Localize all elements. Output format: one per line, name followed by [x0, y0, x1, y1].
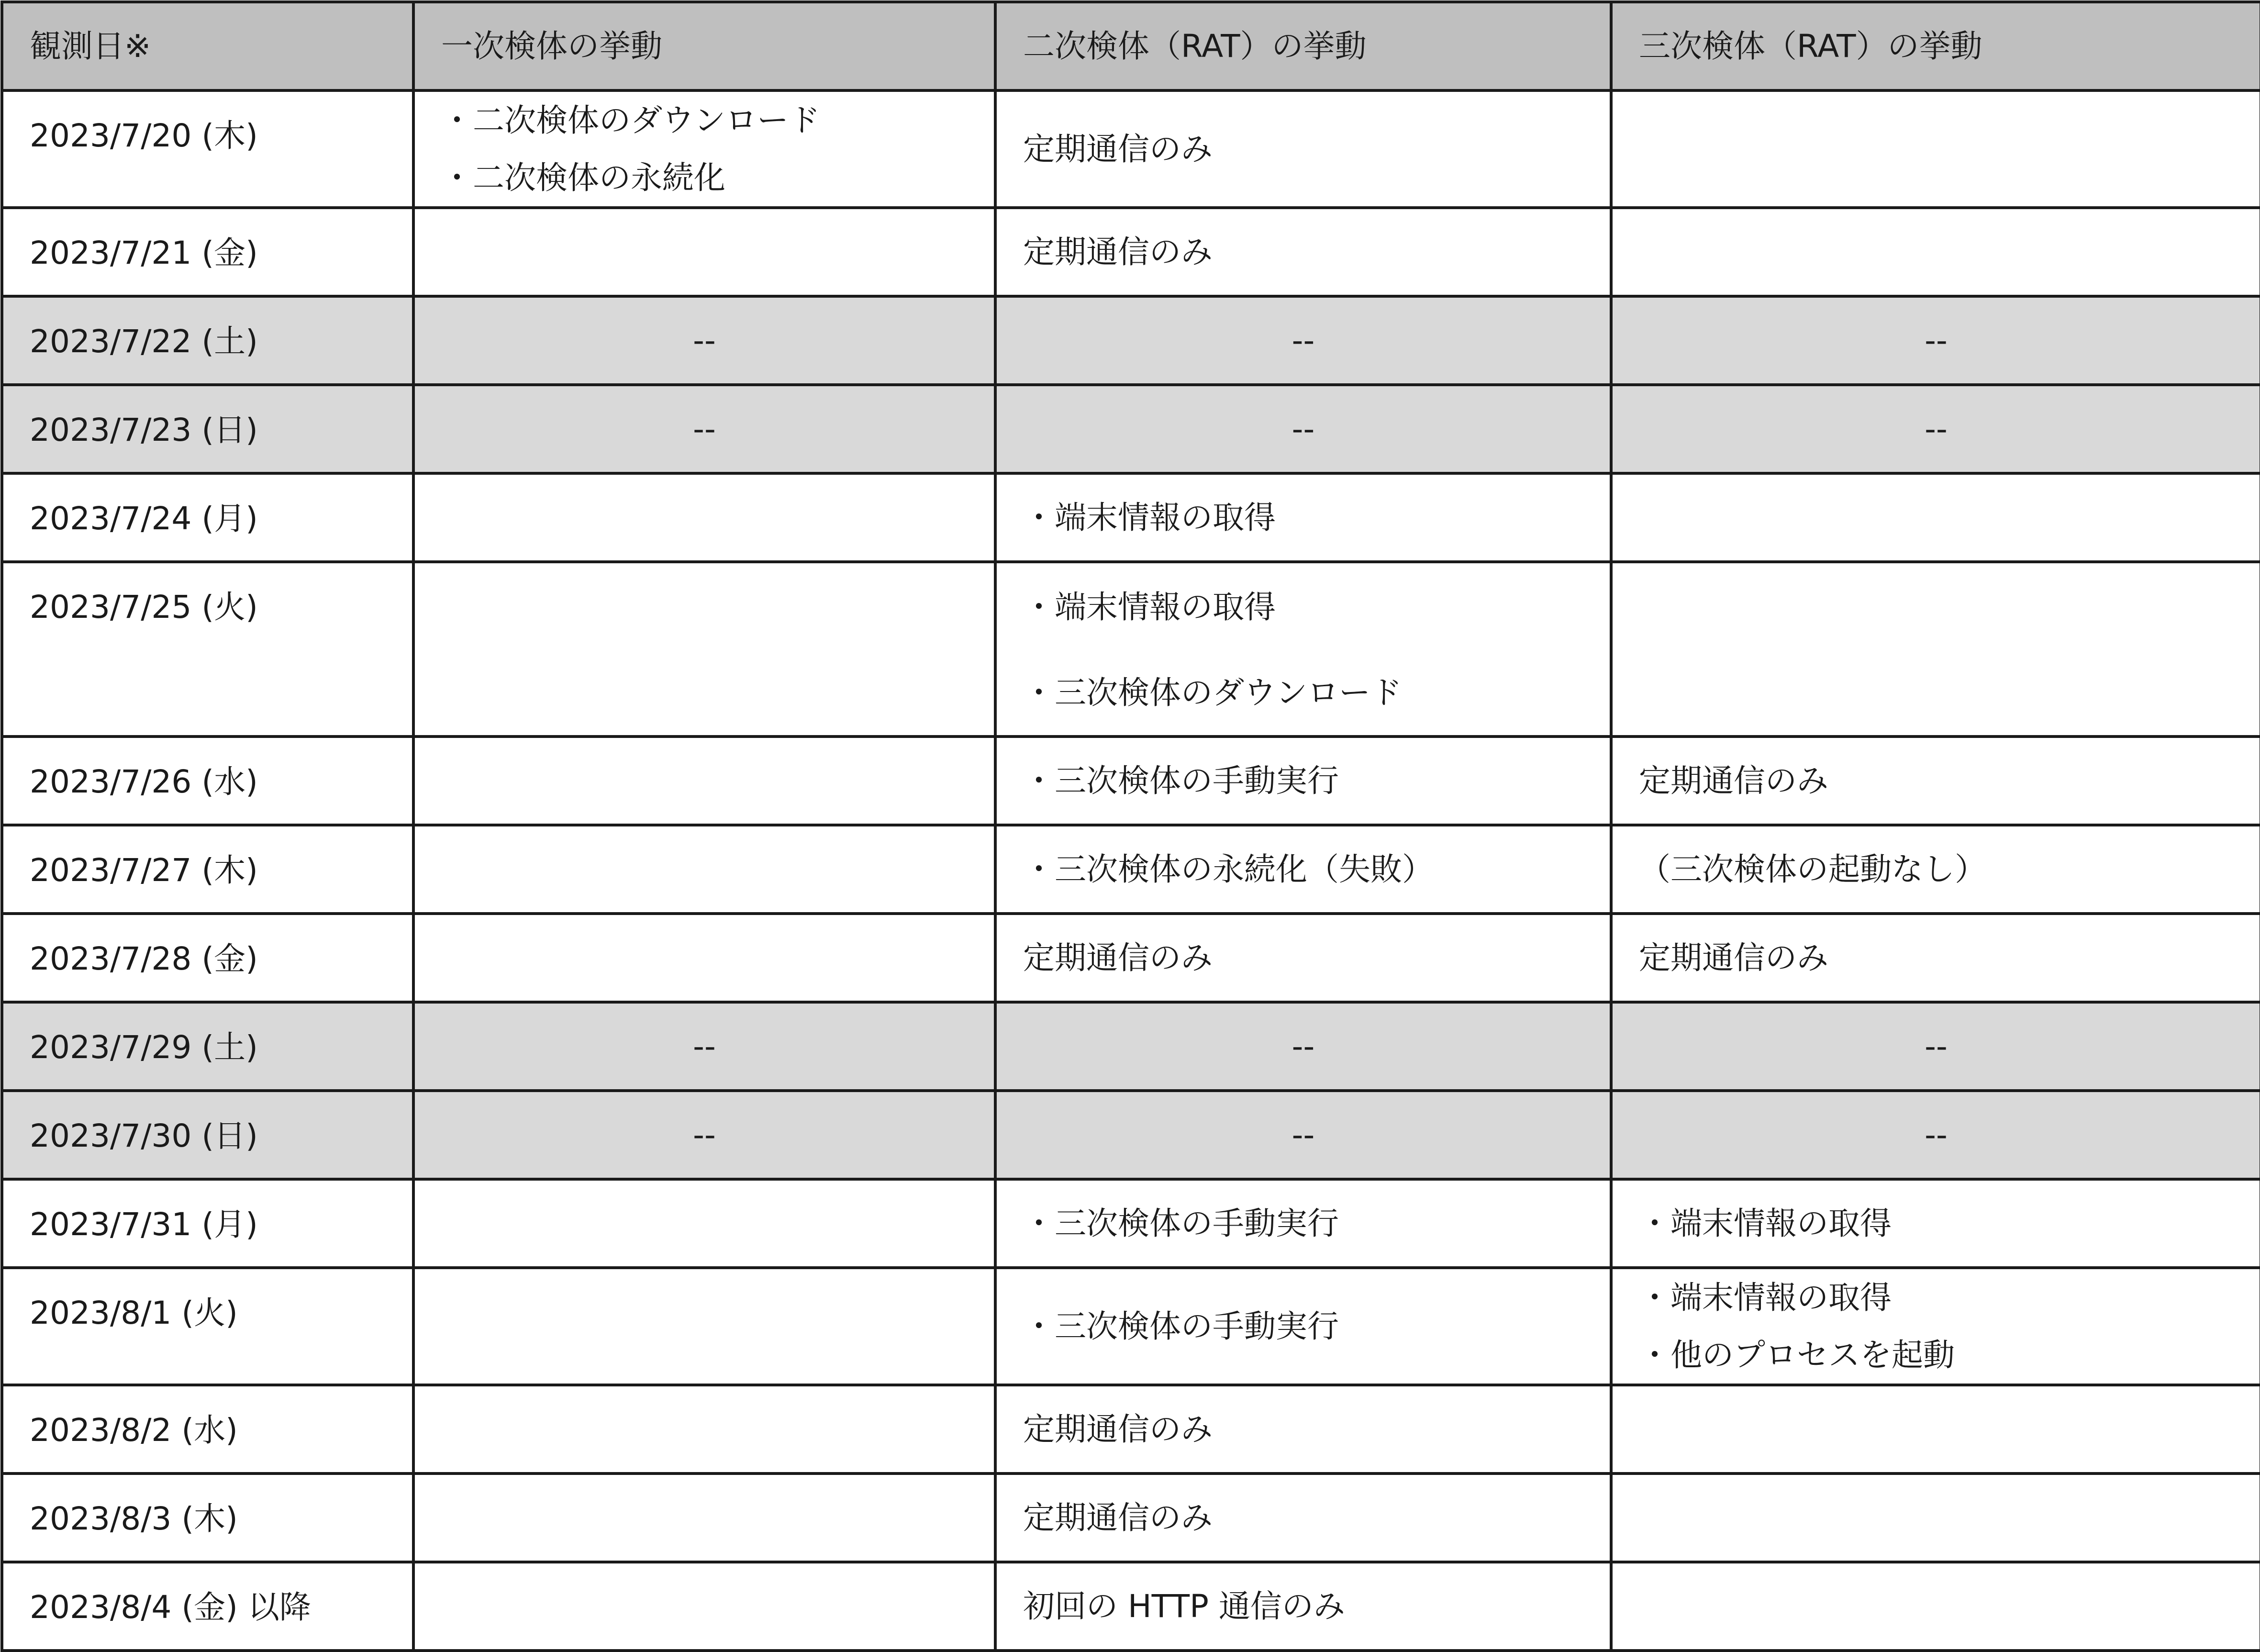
cell-primary-behavior	[413, 825, 995, 914]
cell-tertiary-behavior	[1611, 90, 2260, 208]
cell-observation-date: 2023/8/2 (水)	[2, 1385, 413, 1473]
cell-primary-behavior	[413, 1562, 995, 1651]
cell-primary-behavior	[413, 385, 995, 473]
cell-observation-date: 2023/7/22 (土)	[2, 296, 413, 385]
cell-secondary-behavior	[995, 1091, 1611, 1179]
cell-text-line: --	[693, 410, 716, 447]
cell-observation-date: 2023/7/26 (水)	[2, 737, 413, 825]
cell-primary-behavior	[413, 562, 995, 737]
cell-text-line: 定期通信のみ	[1023, 1410, 1213, 1448]
cell-text-line: --	[693, 1116, 716, 1153]
cell-observation-date: 2023/7/30 (日)	[2, 1091, 413, 1179]
cell-observation-date: 2023/7/25 (火)	[2, 562, 413, 737]
cell-secondary-behavior	[995, 1473, 1611, 1562]
cell-observation-date: 2023/8/1 (火)	[2, 1268, 413, 1385]
cell-tertiary-behavior	[1611, 737, 2260, 825]
cell-tertiary-behavior	[1611, 1385, 2260, 1473]
cell-primary-behavior	[413, 1002, 995, 1091]
cell-tertiary-behavior	[1611, 1179, 2260, 1268]
cell-secondary-behavior	[995, 1002, 1611, 1091]
table-row	[2, 90, 2260, 208]
header-tertiary-sample-rat: 三次検体（RAT）の挙動	[1611, 2, 2260, 90]
cell-text-line: --	[693, 322, 716, 359]
cell-tertiary-behavior	[1611, 385, 2260, 473]
cell-primary-behavior	[413, 1268, 995, 1385]
cell-text-line: ・二次検体の永続化	[441, 159, 725, 196]
table-row	[2, 473, 2260, 562]
cell-tertiary-behavior	[1611, 1562, 2260, 1651]
cell-secondary-behavior	[995, 296, 1611, 385]
cell-text-line: 定期通信のみ	[1639, 939, 1828, 976]
cell-primary-behavior	[413, 473, 995, 562]
table-row	[2, 1385, 2260, 1473]
cell-primary-behavior	[413, 90, 995, 208]
header-primary-sample: 一次検体の挙動	[413, 2, 995, 90]
cell-tertiary-behavior	[1611, 1091, 2260, 1179]
table-row	[2, 1091, 2260, 1179]
cell-secondary-behavior	[995, 737, 1611, 825]
cell-secondary-behavior	[995, 208, 1611, 296]
cell-text-line: ・他のプロセスを起動	[1639, 1336, 1955, 1373]
cell-text-line: ・三次検体の永続化（失敗）	[1023, 850, 1434, 888]
table-row	[2, 385, 2260, 473]
cell-text-line: --	[1925, 1027, 1948, 1065]
cell-observation-date: 2023/7/23 (日)	[2, 385, 413, 473]
cell-text-line: --	[1291, 1116, 1315, 1153]
cell-tertiary-behavior	[1611, 1473, 2260, 1562]
cell-secondary-behavior	[995, 473, 1611, 562]
cell-text-line: --	[1291, 322, 1315, 359]
table-row	[2, 1179, 2260, 1268]
cell-observation-date: 2023/7/29 (土)	[2, 1002, 413, 1091]
cell-tertiary-behavior	[1611, 562, 2260, 737]
table-row	[2, 1002, 2260, 1091]
cell-text-line: 定期通信のみ	[1023, 130, 1213, 167]
cell-tertiary-behavior	[1611, 296, 2260, 385]
cell-text-line: 定期通信のみ	[1023, 939, 1213, 976]
header-observation-date: 観測日※	[2, 2, 413, 90]
cell-text-line: ・三次検体の手動実行	[1023, 1307, 1339, 1345]
cell-tertiary-behavior	[1611, 473, 2260, 562]
cell-text-line: ・二次検体のダウンロード	[441, 102, 820, 139]
cell-observation-date: 2023/7/31 (月)	[2, 1179, 413, 1268]
cell-tertiary-behavior	[1611, 914, 2260, 1002]
table-row	[2, 914, 2260, 1002]
cell-secondary-behavior	[995, 914, 1611, 1002]
table-header-row	[2, 2, 2260, 90]
cell-text-line: ・三次検体のダウンロード	[1023, 674, 1402, 712]
cell-tertiary-behavior	[1611, 1268, 2260, 1385]
cell-secondary-behavior	[995, 1179, 1611, 1268]
cell-primary-behavior	[413, 914, 995, 1002]
cell-text-line: --	[1291, 410, 1315, 447]
cell-secondary-behavior	[995, 562, 1611, 737]
cell-text-line: --	[1925, 1116, 1948, 1153]
cell-text-line: 定期通信のみ	[1023, 1499, 1213, 1536]
cell-primary-behavior	[413, 208, 995, 296]
cell-observation-date: 2023/7/28 (金)	[2, 914, 413, 1002]
table-row	[2, 1268, 2260, 1385]
cell-text-line: 初回の HTTP 通信のみ	[1023, 1587, 1345, 1625]
cell-observation-date: 2023/7/20 (木)	[2, 90, 413, 208]
cell-tertiary-behavior	[1611, 208, 2260, 296]
cell-text-line: --	[1291, 1027, 1315, 1065]
cell-text-line: ・三次検体の手動実行	[1023, 1205, 1339, 1242]
cell-primary-behavior	[413, 296, 995, 385]
table-row	[2, 825, 2260, 914]
cell-text-line: --	[1925, 410, 1948, 447]
cell-secondary-behavior	[995, 90, 1611, 208]
cell-primary-behavior	[413, 1385, 995, 1473]
cell-secondary-behavior	[995, 1385, 1611, 1473]
cell-text-line: ・端末情報の取得	[1639, 1205, 1892, 1242]
cell-observation-date: 2023/7/21 (金)	[2, 208, 413, 296]
table-row	[2, 1473, 2260, 1562]
cell-secondary-behavior	[995, 1268, 1611, 1385]
cell-primary-behavior	[413, 737, 995, 825]
cell-tertiary-behavior	[1611, 1002, 2260, 1091]
table-row	[2, 208, 2260, 296]
cell-secondary-behavior	[995, 825, 1611, 914]
cell-text-line: 定期通信のみ	[1023, 233, 1213, 270]
cell-text-line: 定期通信のみ	[1639, 762, 1828, 799]
table-row	[2, 296, 2260, 385]
cell-text-line: --	[693, 1027, 716, 1065]
cell-primary-behavior	[413, 1473, 995, 1562]
cell-text-line: --	[1925, 322, 1948, 359]
cell-secondary-behavior	[995, 385, 1611, 473]
cell-text-line: ・三次検体の手動実行	[1023, 762, 1339, 799]
cell-observation-date: 2023/7/24 (月)	[2, 473, 413, 562]
cell-observation-date: 2023/8/4 (金) 以降	[2, 1562, 413, 1651]
cell-text-line: ・端末情報の取得	[1639, 1279, 1892, 1317]
cell-observation-date: 2023/8/3 (木)	[2, 1473, 413, 1562]
table-row	[2, 1562, 2260, 1651]
cell-primary-behavior	[413, 1179, 995, 1268]
table-row	[2, 737, 2260, 825]
cell-secondary-behavior	[995, 1562, 1611, 1651]
table-body	[2, 90, 2260, 1651]
cell-text-line: ・端末情報の取得	[1023, 589, 1276, 625]
cell-text-line: ・端末情報の取得	[1023, 499, 1276, 536]
cell-observation-date: 2023/7/27 (木)	[2, 825, 413, 914]
cell-tertiary-behavior	[1611, 825, 2260, 914]
header-secondary-sample-rat: 二次検体（RAT）の挙動	[995, 2, 1611, 90]
cell-text-line: （三次検体の起動なし）	[1639, 850, 1986, 888]
table-row	[2, 562, 2260, 737]
cell-primary-behavior	[413, 1091, 995, 1179]
